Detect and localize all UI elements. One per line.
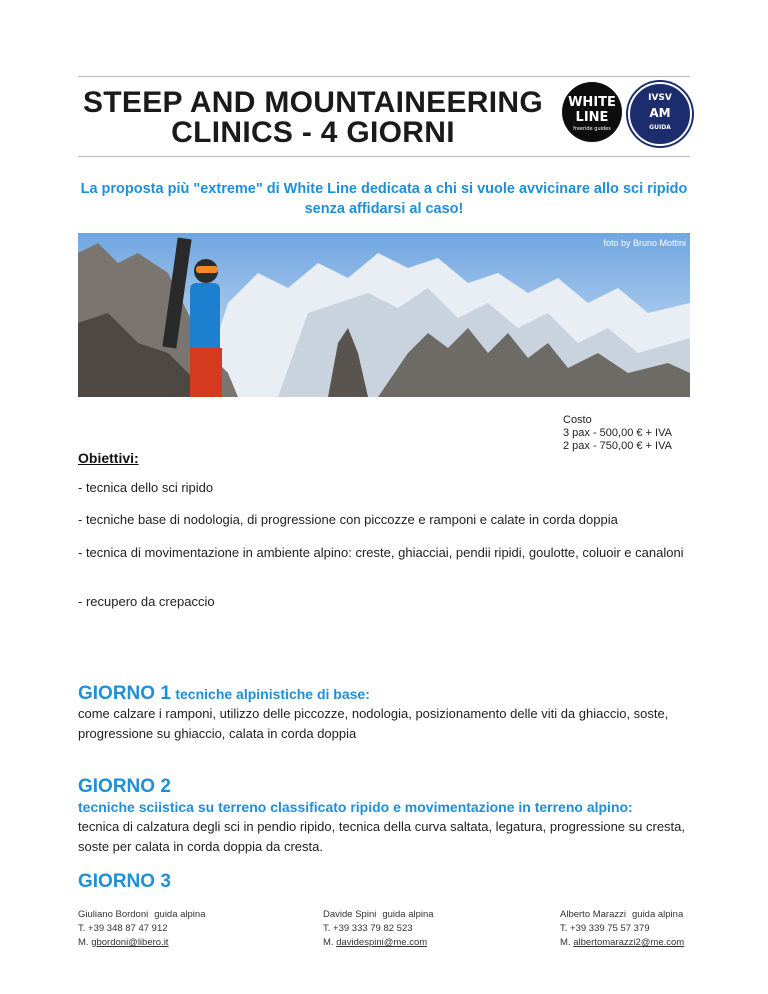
giorno-2-text: tecnica di calzatura degli sci in pendio ripido, tecnica della curva saltata, legatura, progressione su cresta, soste per calata in corda doppia da cresta.: [78, 819, 686, 854]
logo-text-line: LINE: [575, 110, 609, 125]
title-bottom-rule: [78, 156, 690, 157]
cost-3-pax: 3 pax - 500,00 € + IVA: [563, 427, 672, 439]
logo-text-white: WHITE: [568, 95, 616, 110]
contact-phone: T. +39 333 79 82 523: [323, 923, 413, 934]
contact-name: Giuliano Bordoni: [78, 909, 149, 920]
page-title: [78, 88, 548, 148]
logo-text-small: freeride guides: [573, 126, 611, 132]
giorno-1-number: GIORNO 1: [78, 683, 171, 704]
mountain-photo: [78, 233, 690, 397]
giorno-1-text: come calzare i ramponi, utilizzo delle piccozze, nodologia, posizionamento delle viti da ghiaccio, soste, progressione su ghiaccio, calata in corda doppia: [78, 706, 669, 741]
white-line-logo: [562, 82, 622, 142]
cost-box: [563, 414, 672, 453]
contact-email-link[interactable]: albertomarazzi2@me.com: [573, 937, 685, 948]
contact-email-link[interactable]: davidespini@me.com: [336, 937, 428, 948]
logo-text-guida: GUIDA: [649, 124, 671, 131]
cost-label: Costo: [563, 414, 592, 426]
ivsv-guide-logo: [628, 82, 692, 146]
subtitle-line-2: senza affidarsi al caso!: [304, 201, 464, 217]
contact-phone: T. +39 348 87 47 912: [78, 923, 168, 934]
giorno-1-heading: [78, 683, 370, 705]
logo-text-am: AM: [649, 106, 671, 120]
giorno-3-heading: [78, 871, 171, 893]
contact-card: [78, 908, 206, 950]
contact-email-prefix: M.: [323, 937, 337, 948]
contact-role: guida alpina: [632, 909, 684, 920]
contact-role: guida alpina: [382, 909, 434, 920]
contact-card: [323, 908, 434, 950]
objective-item: - recupero da crepaccio: [78, 594, 215, 609]
subtitle-line-1: La proposta più "extreme" di White Line dedicata a chi si vuole avvicinare allo sci ripido: [80, 181, 688, 197]
contact-name: Davide Spini: [323, 909, 377, 920]
giorno-1-subtitle: tecniche alpinistiche di base:: [175, 686, 370, 702]
title-line-1: STEEP AND MOUNTAINEERING: [82, 86, 543, 119]
logo-text-ivsv: IVSV: [648, 93, 672, 103]
contact-role: guida alpina: [154, 909, 206, 920]
contact-phone: T. +39 339 75 57 379: [560, 923, 650, 934]
objective-item: - tecnica dello sci ripido: [78, 480, 214, 495]
top-rule: [78, 76, 690, 77]
giorno-2-heading: [78, 776, 633, 815]
contact-email-prefix: M.: [560, 937, 574, 948]
obiettivi-heading: Obiettivi:: [78, 450, 139, 466]
contact-name: Alberto Marazzi: [560, 909, 626, 920]
intro-subtitle: [78, 179, 690, 219]
giorno-2-subtitle: tecniche sciistica su terreno classificato ripido e movimentazione in terreno alpino:: [78, 799, 633, 815]
title-line-2: CLINICS - 4 GIORNI: [171, 116, 455, 149]
contact-email-link[interactable]: gbordoni@libero.it: [91, 937, 169, 948]
photo-credit: foto by Bruno Mottini: [603, 238, 686, 248]
giorno-2-number: GIORNO 2: [78, 776, 171, 797]
objective-item: - tecniche base di nodologia, di progressione con piccozze e ramponi e calate in corda doppia: [78, 512, 618, 527]
contact-email-prefix: M.: [78, 937, 92, 948]
cost-2-pax: 2 pax - 750,00 € + IVA: [563, 440, 672, 452]
contact-card: [560, 908, 684, 950]
giorno-3-number: GIORNO 3: [78, 871, 171, 892]
objective-item: - tecnica di movimentazione in ambiente alpino: creste, ghiacciai, pendii ripidi, goulotte, coluoir e canaloni: [78, 545, 684, 560]
